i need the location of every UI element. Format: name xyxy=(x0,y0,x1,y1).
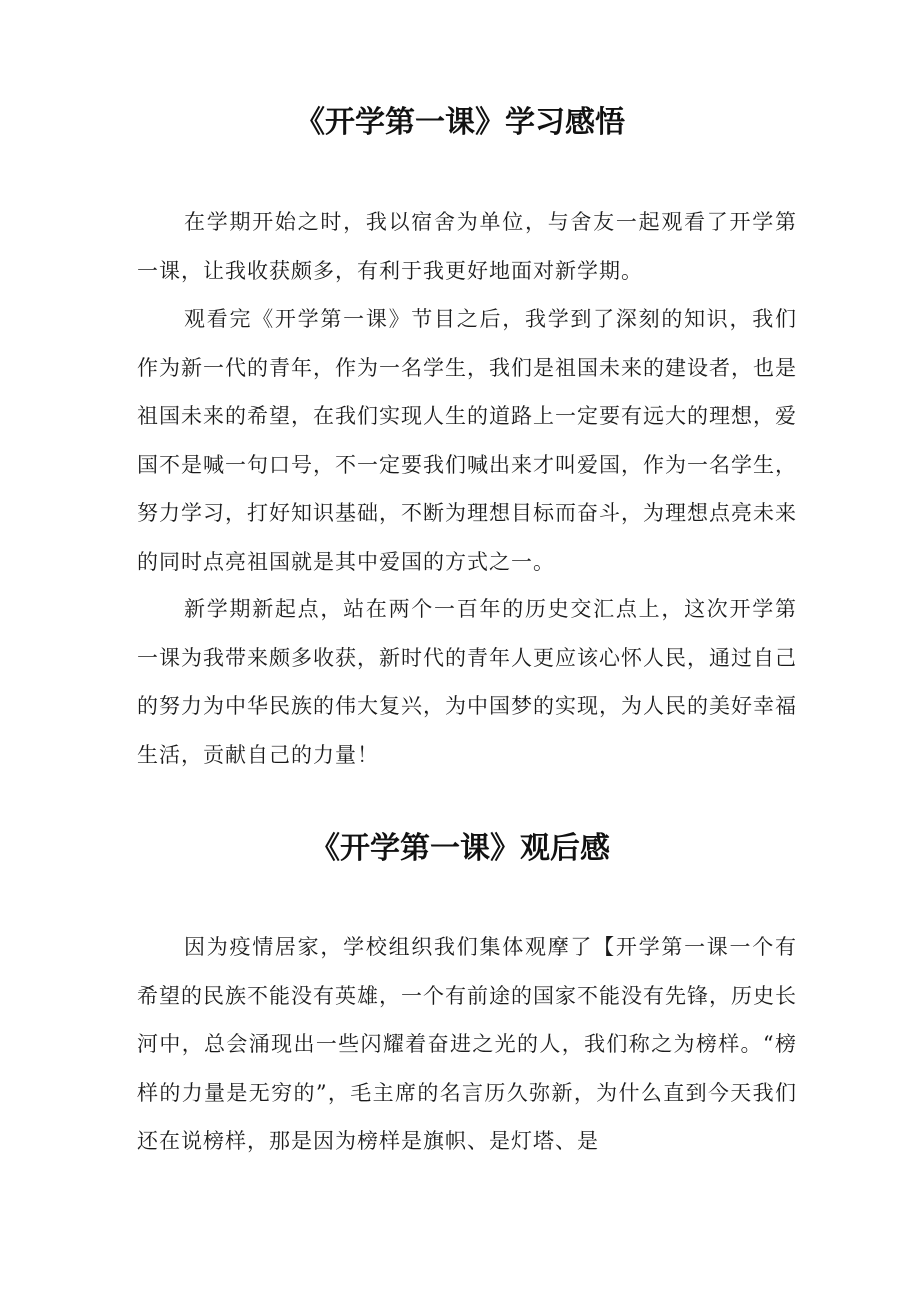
paragraph: 新学期新起点，站在两个一百年的历史交汇点上，这次开学第一课为我带来颇多收获，新时代的青年人更应该心怀人民，通过自己的努力为中华民族的伟大复兴，为中国梦的实现，为人民的美好幸福生活，贡献自己的力量！ xyxy=(137,597,797,767)
section-title-viewing-impressions: 《开学第一课》观后感 xyxy=(310,831,610,866)
paragraph: 因为疫情居家，学校组织我们集体观摩了【开学第一课一个有希望的民族不能没有英雄，一个有前途的国家不能没有先锋，历史长河中，总会涌现出一些闪耀着奋进之光的人，我们称之为榜样。“榜样的力量是无穷的”，毛主席的名言历久弥新，为什么直到今天我们还在说榜样，那是因为榜样是旗帜、是灯塔、是 xyxy=(137,935,797,1153)
paragraph: 在学期开始之时，我以宿舍为单位，与舍友一起观看了开学第一课，让我收获颇多，有利于我更好地面对新学期。 xyxy=(137,210,797,283)
section-title-study-reflection: 《开学第一课》学习感悟 xyxy=(295,105,625,140)
paragraph: 观看完《开学第一课》节目之后，我学到了深刻的知识，我们作为新一代的青年，作为一名学生，我们是祖国未来的建设者，也是祖国未来的希望，在我们实现人生的道路上一定要有远大的理想，爱国不是喊一句口号，不一定要我们喊出来才叫爱国，作为一名学生，努力学习，打好知识基础，不断为理想目标而奋斗，为理想点亮未来的同时点亮祖国就是其中爱国的方式之一。 xyxy=(137,307,797,574)
